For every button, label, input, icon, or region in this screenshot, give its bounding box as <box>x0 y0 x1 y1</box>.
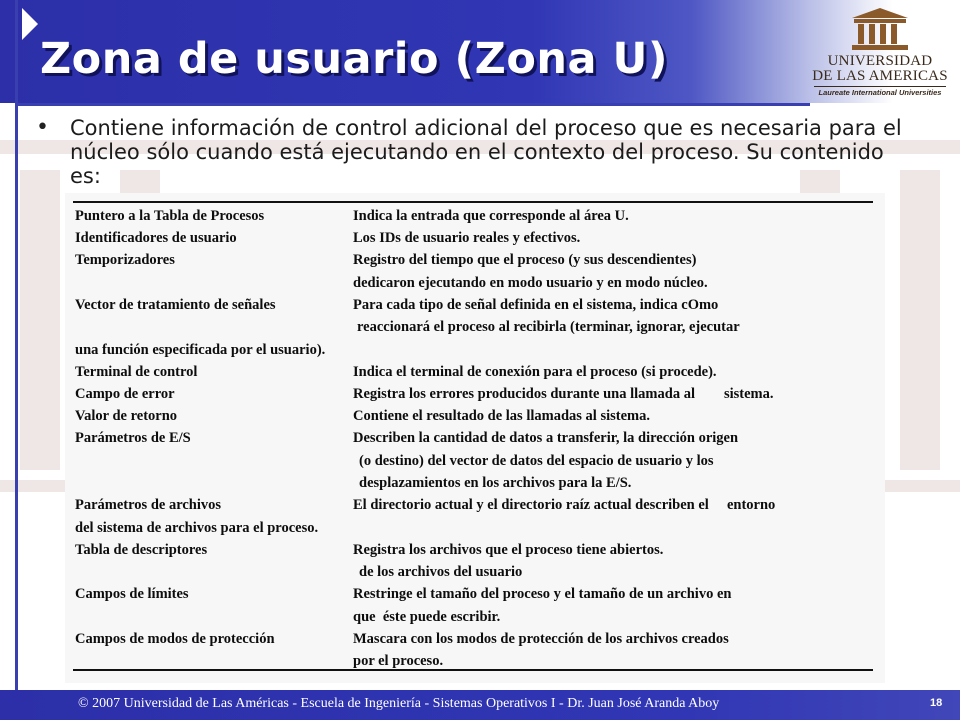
table-field: Vector de tratamiento de señales <box>75 297 276 313</box>
bullet-text: Contiene información de control adicional del proceso que es necesaria para el núcleo sólo cuando está ejecutando en el contexto del proceso. Su contenido es: <box>70 116 902 188</box>
table-description: Los IDs de usuario reales y efectivos. <box>353 230 581 246</box>
table-field: Terminal de control <box>75 364 198 380</box>
table-description: de los archivos del usuario <box>359 564 523 580</box>
table-description: Indica la entrada que corresponde al área U. <box>353 208 629 224</box>
table-field: Identificadores de usuario <box>75 230 237 246</box>
table-description: Indica el terminal de conexión para el proceso (si procede). <box>353 364 717 380</box>
table-description: (o destino) del vector de datos del espacio de usuario y los <box>359 453 714 469</box>
play-triangle-icon <box>22 8 38 40</box>
table-description: dedicaron ejecutando en modo usuario y en modo núcleo. <box>353 275 708 291</box>
logo-line-2: DE LAS AMERICAS <box>812 68 948 84</box>
logo-line-1: UNIVERSIDAD <box>827 53 933 69</box>
table-description: Para cada tipo de señal definida en el sistema, indica cOmo <box>353 297 719 313</box>
table-field: Parámetros de archivos <box>75 497 222 513</box>
header-underline <box>15 103 810 106</box>
table-field: del sistema de archivos para el proceso. <box>75 520 319 536</box>
table-field: Campo de error <box>75 386 175 402</box>
table-field: Tabla de descriptores <box>75 542 208 558</box>
table-description: Registro del tiempo que el proceso (y sus descendientes) <box>353 252 697 268</box>
table-description: por el proceso. <box>353 653 444 669</box>
table-description: que éste puede escribir. <box>353 609 501 625</box>
university-logo <box>808 6 952 100</box>
table-field: Valor de retorno <box>75 408 178 424</box>
table-description: Registra los errores producidos durante una llamada al sistema. <box>353 386 774 402</box>
left-vertical-line <box>15 0 18 690</box>
table-top-rule <box>73 201 873 203</box>
bullet-dot-icon: • <box>36 115 49 140</box>
table-description: Describen la cantidad de datos a transferir, la dirección origen <box>353 430 739 446</box>
footer-copyright: © 2007 Universidad de Las Américas - Escuela de Ingeniería - Sistemas Operativos I - Dr. Juan José Aranda Aboy <box>78 696 720 711</box>
table-description: desplazamientos en los archivos para la E/S. <box>359 475 632 491</box>
contents-table <box>65 193 885 683</box>
page-number: 18 <box>930 697 943 709</box>
table-field: Campos de límites <box>75 586 189 602</box>
table-field: una función especificada por el usuario). <box>75 342 326 358</box>
table-field: Temporizadores <box>75 252 175 268</box>
table-field: Parámetros de E/S <box>75 430 191 446</box>
logo-subtitle: Laureate International Universities <box>814 86 946 97</box>
table-description: Mascara con los modos de protección de los archivos creados <box>353 631 729 647</box>
table-description: Registra los archivos que el proceso tiene abiertos. <box>353 542 664 558</box>
slide-footer <box>0 690 960 720</box>
table-description: El directorio actual y el directorio raíz actual describen el entorno <box>353 497 776 513</box>
building-columns-icon <box>848 6 912 52</box>
table-description: Contiene el resultado de las llamadas al sistema. <box>353 408 650 424</box>
table-field: Campos de modos de protección <box>75 631 275 647</box>
table-field: Puntero a la Tabla de Procesos <box>75 208 265 224</box>
slide-title: Zona de usuario (Zona U) <box>40 34 669 84</box>
table-bottom-rule <box>73 669 873 671</box>
table-description: Restringe el tamaño del proceso y el tamaño de un archivo en <box>353 586 732 602</box>
table-description: reaccionará el proceso al recibirla (terminar, ignorar, ejecutar <box>357 319 740 335</box>
